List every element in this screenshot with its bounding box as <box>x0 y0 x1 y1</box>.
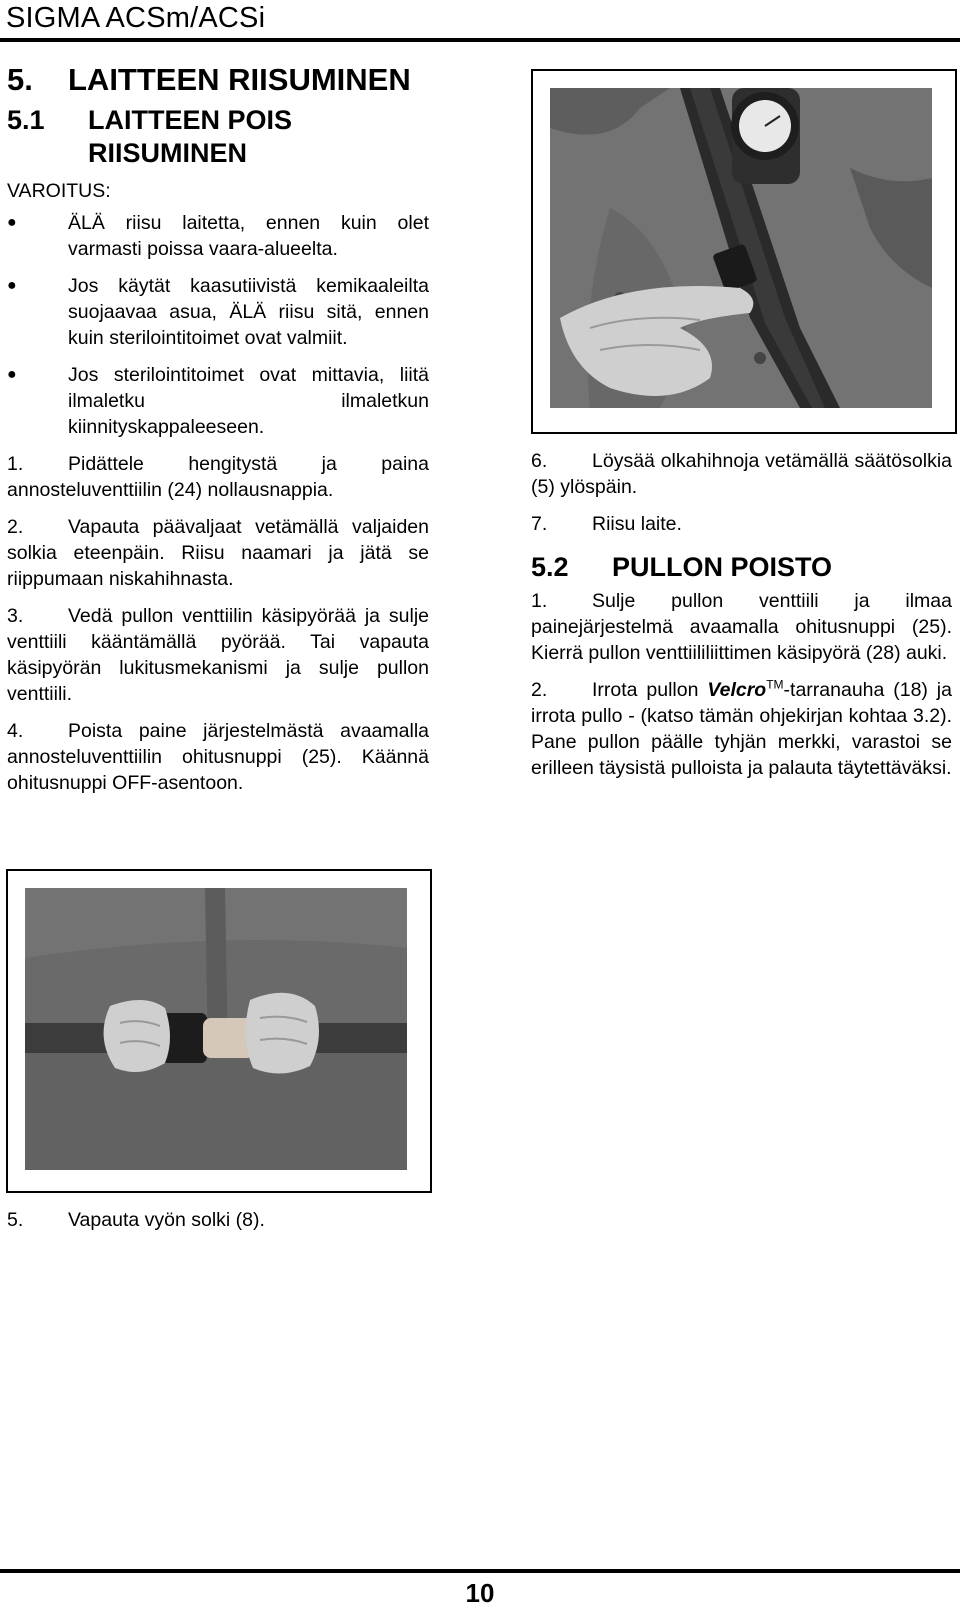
step-4 <box>7 718 429 796</box>
left-column <box>7 58 429 807</box>
step-number: 1. <box>531 590 548 612</box>
right-column <box>531 448 952 792</box>
step-2 <box>7 514 429 592</box>
step-3 <box>7 603 429 707</box>
step-text: Poista paine järjestelmästä avaamalla annosteluventtiilin ohitusnuppi (25). Käännä ohitusnuppi OFF-asentoon. <box>7 720 429 794</box>
step-number: 3. <box>7 605 24 627</box>
section-5-1-heading <box>7 104 429 170</box>
warning-text: Jos sterilointitoimet ovat mittavia, liitä ilmaletku ilmaletkun kiinnityskappaleeseen. <box>68 364 429 438</box>
step-number: 2. <box>531 679 548 701</box>
warning-item <box>7 362 429 440</box>
bullet-icon: ● <box>7 214 17 231</box>
section-number: 5.1 <box>7 105 45 135</box>
warning-text: Jos käytät kaasutiivistä kemikaaleilta suojaavaa asua, ÄLÄ riisu sitä, ennen kuin sterilointitoimet ovat valmiit. <box>68 275 429 349</box>
shoulder-strap-illustration <box>550 88 932 408</box>
step-text: Löysää olkahihnoja vetämällä säätösolkia (5) ylöspäin. <box>531 450 952 498</box>
section-title: LAITTEEN POIS RIISUMINEN <box>88 105 293 168</box>
header-rule <box>0 38 960 42</box>
section-number: 5.2 <box>531 552 569 582</box>
warning-item <box>7 273 429 351</box>
warning-heading: VAROITUS: <box>7 180 111 202</box>
section-number: 5. <box>7 62 33 97</box>
warning-item <box>7 210 429 262</box>
belt-buckle-illustration <box>25 888 407 1170</box>
section-5-2-heading <box>531 551 952 584</box>
figure-caption <box>7 1207 265 1233</box>
step-1 <box>7 451 429 503</box>
step-number: 1. <box>7 453 24 475</box>
step-text: Irrota pullon <box>592 679 708 701</box>
section-title: PULLON POISTO <box>612 552 833 582</box>
step-text: Riisu laite. <box>592 513 682 535</box>
document-header-title: SIGMA ACSm/ACSi <box>6 2 266 34</box>
bullet-icon: ● <box>7 277 17 294</box>
section-5-heading <box>7 60 429 100</box>
belt-buckle-photo <box>6 869 432 1193</box>
step-number: 2. <box>7 516 24 538</box>
footer-rule <box>0 1569 960 1573</box>
step-number: 6. <box>531 450 548 472</box>
cylinder-step-2 <box>531 677 952 781</box>
bullet-icon: ● <box>7 366 17 383</box>
brand-name: Velcro <box>707 679 767 701</box>
caption-text: Vapauta vyön solki (8). <box>68 1209 265 1231</box>
step-number: 4. <box>7 720 24 742</box>
step-text: Sulje pullon venttiili ja ilmaa painejärjestelmä avaamalla ohitusnuppi (25). Kierrä pullon venttiililiittimen käsipyörä (28) auki. <box>531 590 952 664</box>
step-7 <box>531 511 952 537</box>
step-number: 5. <box>7 1209 24 1231</box>
step-6 <box>531 448 952 500</box>
page-number: 10 <box>465 1578 495 1608</box>
section-title: LAITTEEN RIISUMINEN <box>68 62 411 97</box>
step-text: Vedä pullon venttiilin käsipyörää ja sulje venttiili kääntämällä pyörää. Tai vapauta käsipyörän lukitusmekanismi ja sulje pullon venttiili. <box>7 605 429 705</box>
shoulder-strap-photo <box>531 69 957 434</box>
cylinder-step-1 <box>531 588 952 666</box>
warning-text: ÄLÄ riisu laitetta, ennen kuin olet varmasti poissa vaara-alueelta. <box>68 212 429 260</box>
step-number: 7. <box>531 513 548 535</box>
step-text: Pidättele hengitystä ja paina annosteluventtiilin (24) nollausnappia. <box>7 453 429 501</box>
trademark-symbol: TM <box>766 677 784 692</box>
step-text-continued: -tarranauha (18) ja irrota pullo - (katso tämän ohjekirjan kohtaa 3.2). Pane pullon päälle tyhjän merkki, varastoi se erilleen täysistä pulloista ja palauta täytettäväksi. <box>531 679 952 779</box>
step-text: Vapauta päävaljaat vetämällä valjaiden solkia eteenpäin. Riisu naamari ja jätä se riippumaan niskahihnasta. <box>7 516 429 590</box>
warning-list <box>7 210 429 440</box>
